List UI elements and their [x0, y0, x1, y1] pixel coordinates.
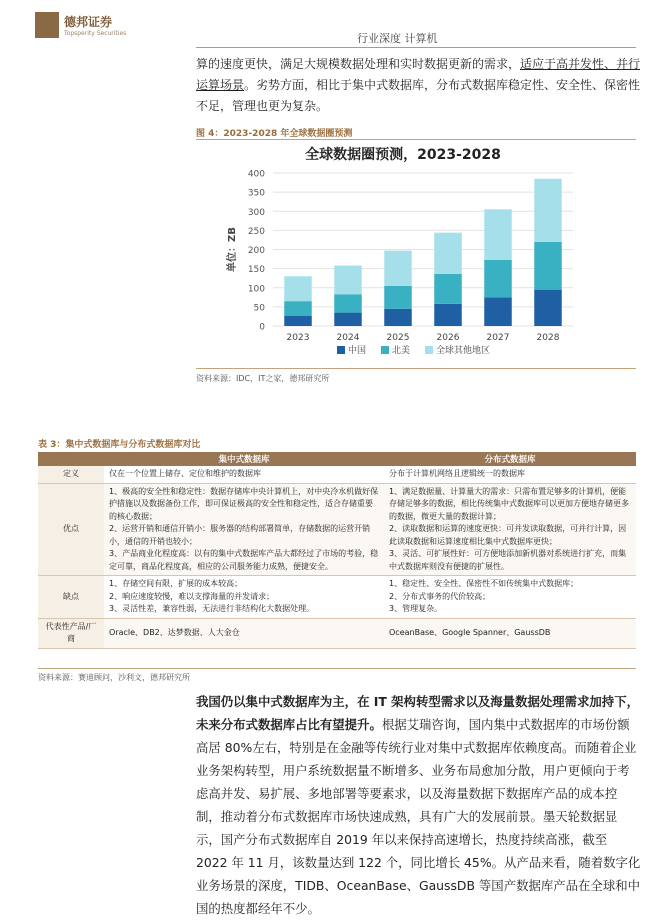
company-name-en: Topsperity Securities: [64, 30, 127, 37]
cell-central: 仅在一个位置上储存、定位和维护的数据库: [104, 466, 384, 483]
header-divider: [196, 47, 636, 48]
para1-text-2: 。劣势方面，相比于集中式数据库，分布式数据库稳定性、安全性、保密性不足，管理也更为复杂。: [196, 78, 641, 113]
legend-label: 全球其他地区: [436, 346, 491, 356]
row-label-products: 代表性产品/厂商: [38, 618, 104, 648]
bar-segment: [284, 276, 312, 301]
figure-bottom-rule: [196, 368, 636, 369]
bar-segment: [384, 309, 412, 326]
bar-segment: [334, 294, 362, 312]
bar-segment: [284, 301, 312, 316]
y-tick-label: 200: [247, 246, 265, 256]
table-bottom-rule: [38, 668, 636, 669]
bar-segment: [534, 242, 562, 290]
para1-text-1: 算的速度更快，满足大规模数据处理和实时数据更新的需求，: [196, 57, 521, 71]
x-tick-label: 2025: [386, 333, 410, 343]
row-label-definition: 定义: [38, 466, 104, 483]
y-tick-label: 300: [247, 207, 265, 218]
body-paragraph-2: [196, 690, 641, 920]
y-tick-label: 100: [247, 284, 265, 295]
bar-segment: [334, 266, 362, 295]
cell-central: 1、存储空间有限，扩展的成本较高； 2、响应速度较慢，难以支撑海量的并发请求； 3、灵活性差，兼容性弱，无法进行非结构化大数据处理。: [104, 576, 384, 619]
chart-title: 全球数据圈预测，2023-2028: [305, 147, 501, 163]
row-label-advantages: 优点: [38, 483, 104, 576]
bar-segment: [484, 260, 512, 297]
x-tick-label: 2027: [486, 333, 510, 343]
cell-distributed: 分布于计算机网络且逻辑统一的数据库: [384, 466, 636, 483]
x-tick-label: 2024: [336, 333, 360, 343]
figure-source: 资料来源：IDC，IT之家，德邦研究所: [196, 374, 330, 383]
legend-swatch: [381, 346, 389, 354]
para2-text: 根据艾瑞咨询，国内集中式数据库的市场份额高居 80%左右，特别是在金融等传统行业对集中式数据库依赖度高。而随着企业业务架构转型，用户系统数据量不断增多、业务布局愈加分散，用户更倾向于考虑高并发、易扩展、多地部署等要素求，以及海量数据下数据库产品的成本控制，推动着分布式数据库市场快速成熟，具有广大的发展前景。墨天轮数据显示，国产分布式数据库自 2019 年以来保持高速增长，热度持续高涨，截至 2022 年 11 月，该数量达到 122 个，同比增长 45%。从产品来看，随着数字化业务场景的深度，TIDB、OceanBase、GaussDB 等国产数据库产品在全球和中国的热度都经年不少。: [196, 717, 641, 916]
bar-segment: [384, 251, 412, 286]
table-row: [38, 618, 636, 648]
cell-distributed: 1、稳定性、安全性、保密性不如传统集中式数据库； 2、分布式事务的代价较高； 3、管理复杂。: [384, 576, 636, 619]
figure-caption: 图 4：2023-2028 年全球数据圈预测: [196, 129, 353, 139]
x-tick-label: 2026: [436, 333, 460, 343]
table-header-distributed: 分布式数据库: [384, 452, 636, 466]
bar-segment: [434, 304, 462, 326]
table-source: 资料来源：赛迪顾问，沙利文，德邦研究所: [38, 673, 190, 682]
y-tick-label: 400: [247, 169, 265, 180]
legend-label: 中国: [348, 346, 367, 356]
cell-distributed: 1、满足数据量、计算量大的需求：只需布置足够多的计算机，便能存储足够多的数据，相比传统集中式数据库可以更加方便地存储更多的数据，微更大量的数据计算； 2、读取数据和运算的速度更快：可并发读取数据，可并行计算，因此读取数据和运算速度相比集中式数据库更快； 3、灵活、可扩展性好：可方便地添加新机器对系统进行扩充，而集中式数据库则没有便捷的扩展性。: [384, 483, 636, 576]
para2-lead: 我国仍以集中式数据库为主，在 IT 架构转型需求以及海量数据处理需求加持下，未来分布式数据库占比有望提升。: [196, 694, 639, 732]
bar-segment: [434, 274, 462, 304]
bar-segment: [534, 290, 562, 326]
page-header: [0, 0, 672, 48]
cell-central: Oracle、DB2、达梦数据、人大金仓: [104, 618, 384, 648]
company-logo-icon: [35, 12, 59, 38]
company-name: 德邦证券: [64, 15, 113, 29]
bar-segment: [334, 313, 362, 326]
table-row: [38, 466, 636, 483]
bar-segment: [534, 179, 562, 242]
y-tick-label: 0: [259, 322, 265, 333]
y-tick-label: 250: [247, 226, 265, 237]
y-axis-label: 单位：ZB: [227, 227, 238, 272]
bar-segment: [484, 209, 512, 259]
comparison-table: [38, 452, 636, 649]
global-datasphere-chart: [221, 141, 585, 363]
x-tick-label: 2028: [536, 333, 560, 343]
cell-distributed: OceanBase、Google Spanner、GaussDB: [384, 618, 636, 648]
bar-segment: [484, 297, 512, 326]
bar-segment: [434, 233, 462, 274]
report-section: 行业深度 计算机: [357, 32, 438, 45]
table-row: [38, 576, 636, 619]
figure-top-rule: [196, 139, 636, 140]
cell-central: 1、极高的安全性和稳定性：数据存储库中央计算机上，对中央冷水机做好保护措施以及数据备份工作，即可保证极高的安全性和稳定性，适合存储重要的核心数据； 2、运营开销和通信开销小：服务器的结构部署简单，存储数据的运营开销小，通信的开销也较小； 3、产品商业化程度高：以有的集中式数据库产品大都经过了市场的考验，稳定可靠，商品化程度高，相应的公司服务能力成熟，便捷安全。: [104, 483, 384, 576]
legend-label: 北美: [392, 346, 411, 356]
legend-swatch: [425, 346, 433, 354]
table-header-blank: [38, 452, 104, 466]
y-tick-label: 350: [247, 188, 265, 199]
y-axis-label-group: [225, 227, 238, 272]
y-tick-label: 150: [247, 265, 265, 276]
legend-swatch: [337, 346, 345, 354]
para1-underlined: 适应于高并发性、并行运算场景: [196, 57, 641, 92]
table-header-row: [38, 452, 636, 466]
x-tick-label: 2023: [286, 333, 310, 343]
y-tick-label: 50: [253, 303, 265, 314]
body-paragraph-1: [196, 54, 641, 117]
table-header-central: 集中式数据库: [104, 452, 384, 466]
bar-segment: [384, 286, 412, 309]
table-caption: 表 3：集中式数据库与分布式数据库对比: [38, 440, 201, 450]
table-row: [38, 483, 636, 576]
row-label-disadvantages: 缺点: [38, 576, 104, 619]
bar-segment: [284, 316, 312, 326]
